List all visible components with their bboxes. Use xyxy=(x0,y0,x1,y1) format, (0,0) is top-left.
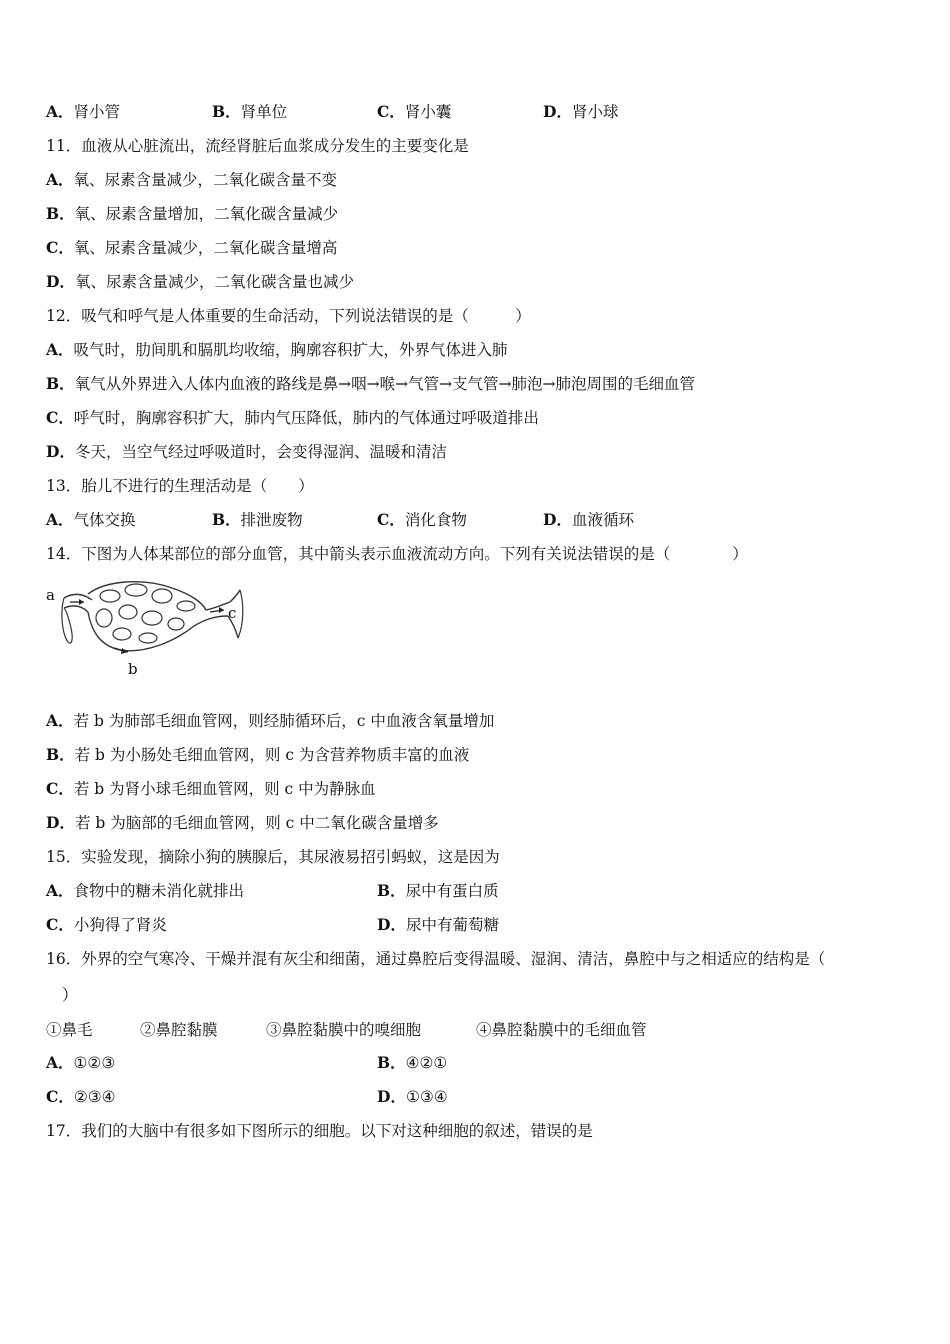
q14-option-d: D．若 b 为脑部的毛细血管网，则 c 中二氧化碳含量增多 xyxy=(46,813,439,832)
q14-stem: 14．下图为人体某部位的部分血管，其中箭头表示血液流动方向。下列有关说法错误的是（ ） xyxy=(46,545,748,563)
q14-option-c: C．若 b 为肾小球毛细血管网，则 c 中为静脉血 xyxy=(46,779,376,798)
q15-option-b: B．尿中有蛋白质 xyxy=(377,881,499,900)
q15-option-c: C．小狗得了肾炎 xyxy=(46,915,167,934)
q12-option-d: D．冬天，当空气经过呼吸道时，会变得湿润、温暖和清洁 xyxy=(46,442,447,461)
q16-stem-line2: ） xyxy=(62,986,78,1004)
q11-option-a: A．氧、尿素含量减少，二氧化碳含量不变 xyxy=(46,170,338,189)
label-c: c xyxy=(228,604,237,622)
q11-option-c: C．氧、尿素含量减少，二氧化碳含量增高 xyxy=(46,238,338,257)
q14-option-a: A．若 b 为肺部毛细血管网，则经肺循环后，c 中血液含氧量增加 xyxy=(46,711,495,730)
q16-option-a: A．①②③ xyxy=(46,1053,116,1072)
q13-stem: 13．胎儿不进行的生理活动是（ ） xyxy=(46,477,314,495)
q16-stem-line1: 16．外界的空气寒冷、干燥并混有灰尘和细菌，通过鼻腔后变得温暖、湿润、清洁，鼻腔中与之相适应的结构是（ xyxy=(46,950,826,968)
q16-option-b: B．④②① xyxy=(377,1053,448,1072)
q13-option-a: A．气体交换 xyxy=(46,510,136,529)
label-b: b xyxy=(128,660,138,678)
q13-option-b: B．排泄废物 xyxy=(212,510,303,529)
q17-stem: 17．我们的大脑中有很多如下图所示的细胞。以下对这种细胞的叙述，错误的是 xyxy=(46,1122,593,1140)
q12-option-a: A．吸气时，肋间肌和膈肌均收缩，胸廓容积扩大，外界气体进入肺 xyxy=(46,340,508,359)
q10-option-a: A．肾小管 xyxy=(46,102,121,121)
q16-item-1: ①鼻毛 xyxy=(46,1021,93,1039)
q16-item-4: ④鼻腔黏膜中的毛细血管 xyxy=(476,1021,647,1039)
q10-option-b: B．肾单位 xyxy=(212,102,288,121)
blood-vessel-diagram xyxy=(44,572,244,682)
q14-option-b: B．若 b 为小肠处毛细血管网，则 c 为含营养物质丰富的血液 xyxy=(46,745,470,764)
q13-option-d: D．血液循环 xyxy=(543,510,634,529)
q15-stem: 15．实验发现，摘除小狗的胰腺后，其尿液易招引蚂蚁，这是因为 xyxy=(46,848,500,866)
q11-stem: 11．血液从心脏流出，流经肾脏后血浆成分发生的主要变化是 xyxy=(46,137,469,155)
q12-option-c: C．呼气时，胸廓容积扩大，肺内气压降低，肺内的气体通过呼吸道排出 xyxy=(46,408,539,427)
q15-option-a: A．食物中的糖未消化就排出 xyxy=(46,881,245,900)
q16-item-3: ③鼻腔黏膜中的嗅细胞 xyxy=(266,1021,422,1039)
q11-option-b: B．氧、尿素含量增加，二氧化碳含量减少 xyxy=(46,204,339,223)
q12-option-b: B．氧气从外界进入人体内血液的路线是鼻→咽→喉→气管→支气管→肺泡→肺泡周围的毛细血管 xyxy=(46,374,696,393)
q12-stem: 12．吸气和呼气是人体重要的生命活动，下列说法错误的是（ ） xyxy=(46,307,531,325)
q15-option-d: D．尿中有葡萄糖 xyxy=(377,915,499,934)
q16-option-c: C．②③④ xyxy=(46,1087,116,1106)
q11-option-d: D．氧、尿素含量减少，二氧化碳含量也减少 xyxy=(46,272,354,291)
q16-item-2: ②鼻腔黏膜 xyxy=(140,1021,218,1039)
q10-option-c: C．肾小囊 xyxy=(377,102,452,121)
q10-option-d: D．肾小球 xyxy=(543,102,619,121)
label-a: a xyxy=(46,586,55,604)
q13-option-c: C．消化食物 xyxy=(377,510,467,529)
q16-option-d: D．①③④ xyxy=(377,1087,448,1106)
